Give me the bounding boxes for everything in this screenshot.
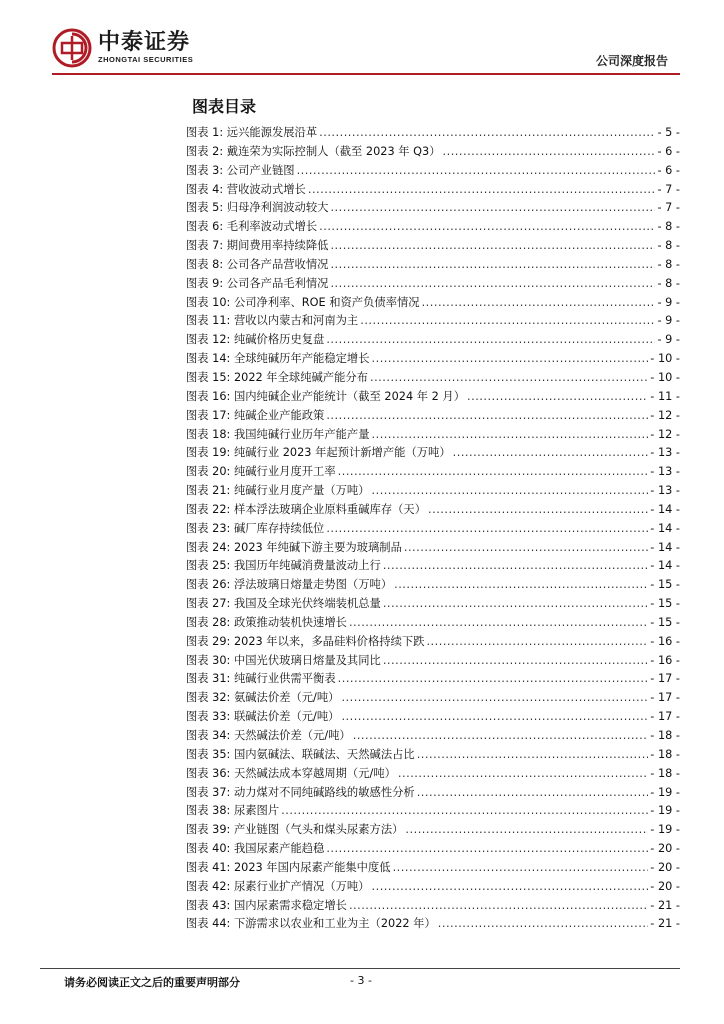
- toc-leader-dots: [349, 897, 648, 916]
- page-header: [0, 0, 724, 80]
- toc-entry-page[interactable]: - 15 -: [650, 578, 680, 592]
- toc-entry[interactable]: [186, 162, 680, 181]
- header-divider: [52, 73, 680, 75]
- toc-leader-dots: [349, 614, 648, 633]
- toc-leader-dots: [330, 275, 655, 294]
- company-logo: [52, 28, 193, 68]
- toc-entry[interactable]: [186, 181, 680, 200]
- toc-entry-page[interactable]: - 11 -: [650, 389, 680, 403]
- toc-entry-page[interactable]: - 18 -: [650, 747, 680, 761]
- toc-entry[interactable]: [186, 746, 680, 765]
- toc-entry[interactable]: [186, 237, 680, 256]
- toc-entry[interactable]: [186, 784, 680, 803]
- toc-leader-dots: [372, 482, 649, 501]
- footer-divider: [40, 968, 680, 969]
- toc-entry-page[interactable]: - 14 -: [650, 540, 680, 554]
- toc-leader-dots: [393, 859, 649, 878]
- toc-entry-page[interactable]: - 13 -: [650, 446, 680, 460]
- toc-leader-dots: [426, 633, 648, 652]
- toc-entry-page[interactable]: - 17 -: [650, 691, 680, 705]
- toc-entry-label[interactable]: 图表 38: 尿素图片: [186, 804, 280, 818]
- toc-entry[interactable]: [186, 878, 680, 897]
- toc-entry[interactable]: [186, 143, 680, 162]
- toc-entry-page[interactable]: - 14 -: [650, 502, 680, 516]
- toc-entry-page[interactable]: - 13 -: [650, 465, 680, 479]
- toc-entry-page[interactable]: - 18 -: [650, 729, 680, 742]
- toc-entry-label[interactable]: 图表 14: 全球纯碱历年产能稳定增长: [186, 352, 370, 366]
- toc-entry-page[interactable]: - 6 -: [657, 144, 680, 158]
- toc-entry-label[interactable]: 图表 39: 产业链图（气头和煤头尿素方法）: [186, 823, 404, 837]
- toc-entry[interactable]: [186, 557, 680, 576]
- toc-entry-page[interactable]: - 19 -: [650, 823, 680, 837]
- toc-leader-dots: [438, 915, 649, 934]
- toc-entry-label[interactable]: 图表 31: 纯碱行业供需平衡表: [186, 672, 336, 686]
- toc-entry[interactable]: [186, 463, 680, 482]
- toc-entry[interactable]: [186, 331, 680, 350]
- toc-entry[interactable]: [186, 915, 680, 934]
- toc-entry-label[interactable]: 图表 2: 戴连荣为实际控制人（截至 2023 年 Q3）: [186, 144, 441, 158]
- toc-entry-label[interactable]: 图表 32: 氨碱法价差（元/吨）: [186, 691, 340, 705]
- toc-entry-label[interactable]: 图表 43: 国内尿素需求稳定增长: [186, 898, 347, 912]
- toc-entry-label[interactable]: 图表 6: 毛利率波动式增长: [186, 220, 318, 234]
- toc-entry-page[interactable]: - 15 -: [650, 597, 680, 611]
- toc-entry-page[interactable]: - 10 -: [650, 370, 680, 384]
- toc-leader-dots: [326, 840, 648, 859]
- toc-entry-page[interactable]: - 19 -: [650, 804, 680, 818]
- toc-entry-page[interactable]: - 7 -: [657, 201, 680, 215]
- toc-entry-page[interactable]: - 6 -: [657, 163, 680, 177]
- toc-leader-dots: [319, 218, 655, 237]
- toc-entry-label[interactable]: 图表 34: 天然碱法价差（元/吨）: [186, 729, 351, 742]
- toc-entry-label[interactable]: 图表 16: 国内纯碱企业产能统计（截至 2024 年 2 月）: [186, 389, 466, 403]
- toc-entry-label[interactable]: 图表 30: 中国光伏玻璃日熔量及其同比: [186, 653, 381, 667]
- footer-disclaimer: 请务必阅读正文之后的重要声明部分: [64, 976, 240, 989]
- toc-entry-page[interactable]: - 8 -: [657, 220, 680, 234]
- toc-entry-label[interactable]: 图表 25: 我国历年纯碱消费量波动上行: [186, 559, 381, 573]
- toc-leader-dots: [405, 821, 648, 840]
- report-type-label: 公司深度报告: [595, 54, 668, 68]
- toc-leader-dots: [297, 162, 656, 181]
- toc-entry[interactable]: [186, 821, 680, 840]
- toc-entry[interactable]: [186, 897, 680, 916]
- zhongtai-logo-icon: [52, 28, 92, 68]
- toc-entry-label[interactable]: 图表 27: 我国及全球光伏终端装机总量: [186, 597, 381, 611]
- toc-leader-dots: [341, 708, 648, 727]
- toc-entry-label[interactable]: 图表 44: 下游需求以农业和工业为主（2022 年）: [186, 917, 436, 931]
- toc-entry-label[interactable]: 图表 15: 2022 年全球纯碱产能分布: [186, 370, 368, 384]
- toc-leader-dots: [372, 426, 649, 445]
- toc-leader-dots: [326, 407, 648, 426]
- toc-entry-page[interactable]: - 9 -: [657, 314, 680, 328]
- toc-entry[interactable]: [186, 595, 680, 614]
- toc-entry-label[interactable]: 图表 10: 公司净利率、ROE 和资产负债率情况: [186, 295, 420, 309]
- toc-leader-dots: [330, 199, 655, 218]
- toc-entry-label[interactable]: 图表 26: 浮法玻璃日熔量走势图（万吨）: [186, 578, 393, 592]
- toc-entry-page[interactable]: - 17 -: [650, 672, 680, 686]
- toc-entry[interactable]: [186, 256, 680, 275]
- toc-entry[interactable]: [186, 633, 680, 652]
- toc-entry[interactable]: [186, 727, 680, 746]
- toc-entry-page[interactable]: - 21 -: [650, 917, 680, 931]
- toc-leader-dots: [467, 388, 648, 407]
- toc-entry[interactable]: [186, 312, 680, 331]
- toc-entry-page[interactable]: - 9 -: [657, 333, 680, 347]
- toc-entry[interactable]: [186, 124, 680, 143]
- toc-entry-page[interactable]: - 20 -: [650, 879, 680, 893]
- toc-leader-dots: [360, 312, 655, 331]
- toc-entry-label[interactable]: 图表 23: 碱厂库存持续低位: [186, 521, 325, 535]
- toc-entry-page[interactable]: - 5 -: [657, 126, 680, 139]
- toc-entry-label[interactable]: 图表 3: 公司产业链图: [186, 163, 295, 177]
- toc-leader-dots: [443, 143, 656, 162]
- toc-entry[interactable]: [186, 275, 680, 294]
- logo-chinese-name: 中泰证券: [98, 30, 191, 55]
- toc-entry[interactable]: [186, 689, 680, 708]
- toc-entry-page[interactable]: - 16 -: [650, 653, 680, 667]
- toc-entry[interactable]: [186, 501, 680, 520]
- toc-leader-dots: [326, 520, 648, 539]
- toc-entry-label[interactable]: 图表 9: 公司各产品毛利情况: [186, 276, 329, 290]
- toc-entry-page[interactable]: - 13 -: [650, 484, 680, 498]
- toc-entry[interactable]: [186, 218, 680, 237]
- toc-leader-dots: [341, 689, 648, 708]
- toc-leader-dots: [404, 539, 648, 558]
- toc-entry-label[interactable]: 图表 24: 2023 年纯碱下游主要为玻璃制品: [186, 540, 402, 554]
- toc-entry-page[interactable]: - 19 -: [650, 785, 680, 799]
- toc-leader-dots: [422, 294, 656, 313]
- toc-entry[interactable]: [186, 670, 680, 689]
- toc-entry-page[interactable]: - 7 -: [657, 182, 680, 196]
- toc-entry-page[interactable]: - 12 -: [650, 427, 680, 441]
- toc-leader-dots: [398, 765, 648, 784]
- toc-leader-dots: [417, 746, 649, 765]
- toc-entry-label[interactable]: 图表 1: 远兴能源发展沿革: [186, 126, 318, 139]
- toc-entry-label[interactable]: 图表 41: 2023 年国内尿素产能集中度低: [186, 860, 391, 874]
- toc-entry-label[interactable]: 图表 22: 样本浮法玻璃企业原料重碱库存（天）: [186, 502, 427, 516]
- toc-entry-label[interactable]: 图表 5: 归母净利润波动较大: [186, 201, 329, 215]
- toc-entry-page[interactable]: - 20 -: [650, 842, 680, 856]
- toc-entry[interactable]: [186, 520, 680, 539]
- logo-english-name: ZHONGTAI SECURITIES: [98, 55, 194, 64]
- toc-entry-page[interactable]: - 9 -: [657, 295, 680, 309]
- toc-leader-dots: [319, 124, 655, 143]
- toc-entry-page[interactable]: - 8 -: [657, 257, 680, 271]
- toc-entry[interactable]: [186, 388, 680, 407]
- toc-leader-dots: [338, 670, 649, 689]
- toc-leader-dots: [338, 463, 649, 482]
- toc-entry[interactable]: [186, 482, 680, 501]
- toc-entry-label[interactable]: 图表 18: 我国纯碱行业历年产能产量: [186, 427, 370, 441]
- toc-entry[interactable]: [186, 802, 680, 821]
- toc-entry-page[interactable]: - 12 -: [650, 408, 680, 422]
- toc-entry-label[interactable]: 图表 20: 纯碱行业月度开工率: [186, 465, 336, 479]
- toc-entry-label[interactable]: 图表 17: 纯碱企业产能政策: [186, 408, 325, 422]
- toc-entry-label[interactable]: 图表 7: 期间费用率持续降低: [186, 239, 329, 253]
- toc-leader-dots: [372, 878, 649, 897]
- toc-leader-dots: [453, 444, 649, 463]
- toc-entry-label[interactable]: 图表 4: 营收波动式增长: [186, 182, 306, 196]
- toc-entry-page[interactable]: - 14 -: [650, 521, 680, 535]
- toc-entry[interactable]: [186, 859, 680, 878]
- toc-entry-label[interactable]: 图表 33: 联碱法价差（元/吨）: [186, 710, 340, 724]
- toc-entry-label[interactable]: 图表 29: 2023 年以来，多晶硅料价格持续下跌: [186, 634, 425, 648]
- toc-leader-dots: [330, 237, 655, 256]
- toc-entry-page[interactable]: - 21 -: [650, 898, 680, 912]
- toc-entry-label[interactable]: 图表 37: 动力煤对不同纯碱路线的敏感性分析: [186, 785, 415, 799]
- toc-entry[interactable]: [186, 407, 680, 426]
- toc-entry-page[interactable]: - 20 -: [650, 860, 680, 874]
- toc-leader-dots: [383, 652, 648, 671]
- toc-entry-page[interactable]: - 8 -: [657, 276, 680, 290]
- toc-leader-dots: [394, 576, 648, 595]
- toc-entry-label[interactable]: 图表 11: 营收以内蒙古和河南为主: [186, 314, 359, 328]
- toc-entry-label[interactable]: 图表 40: 我国尿素产能趋稳: [186, 842, 325, 856]
- toc-entry-page[interactable]: - 18 -: [650, 766, 680, 780]
- toc-entry[interactable]: [186, 444, 680, 463]
- toc-entry-label[interactable]: 图表 19: 纯碱行业 2023 年起预计新增产能（万吨）: [186, 446, 451, 460]
- toc-entry-label[interactable]: 图表 8: 公司各产品营收情况: [186, 257, 329, 271]
- toc-entry-page[interactable]: - 17 -: [650, 710, 680, 724]
- toc-list: [186, 124, 680, 934]
- toc-leader-dots: [281, 802, 648, 821]
- toc-leader-dots: [330, 256, 655, 275]
- toc-entry-page[interactable]: - 8 -: [657, 239, 680, 253]
- toc-entry-page[interactable]: - 14 -: [650, 559, 680, 573]
- toc-leader-dots: [372, 350, 649, 369]
- toc-leader-dots: [370, 369, 648, 388]
- toc-leader-dots: [417, 784, 649, 803]
- toc-entry-label[interactable]: 图表 28: 政策推动装机快速增长: [186, 615, 347, 629]
- toc-leader-dots: [353, 727, 649, 746]
- toc-entry[interactable]: [186, 426, 680, 445]
- toc-entry-page[interactable]: - 15 -: [650, 615, 680, 629]
- toc-entry[interactable]: [186, 369, 680, 388]
- toc-leader-dots: [326, 331, 655, 350]
- toc-entry-page[interactable]: - 10 -: [650, 352, 680, 366]
- toc-leader-dots: [428, 501, 648, 520]
- toc-entry-label[interactable]: 图表 21: 纯碱行业月度产量（万吨）: [186, 484, 370, 498]
- toc-entry-label[interactable]: 图表 36: 天然碱法成本穿越周期（元/吨）: [186, 766, 396, 780]
- toc-leader-dots: [383, 557, 648, 576]
- toc-leader-dots: [383, 595, 648, 614]
- toc-entry[interactable]: [186, 652, 680, 671]
- toc-entry[interactable]: [186, 199, 680, 218]
- toc-entry[interactable]: [186, 576, 680, 595]
- toc-entry-label[interactable]: 图表 12: 纯碱价格历史复盘: [186, 333, 325, 347]
- toc-entry[interactable]: [186, 294, 680, 313]
- toc-entry-label[interactable]: 图表 42: 尿素行业扩产情况（万吨）: [186, 879, 370, 893]
- toc-entry[interactable]: [186, 708, 680, 727]
- toc-title: 图表目录: [192, 97, 257, 116]
- footer-page-number: - 3 -: [350, 974, 372, 987]
- toc-entry-page[interactable]: - 16 -: [650, 634, 680, 648]
- toc-entry[interactable]: [186, 350, 680, 369]
- toc-entry[interactable]: [186, 614, 680, 633]
- toc-entry[interactable]: [186, 765, 680, 784]
- toc-leader-dots: [308, 181, 656, 200]
- toc-entry[interactable]: [186, 539, 680, 558]
- toc-entry-label[interactable]: 图表 35: 国内氨碱法、联碱法、天然碱法占比: [186, 747, 415, 761]
- toc-entry[interactable]: [186, 840, 680, 859]
